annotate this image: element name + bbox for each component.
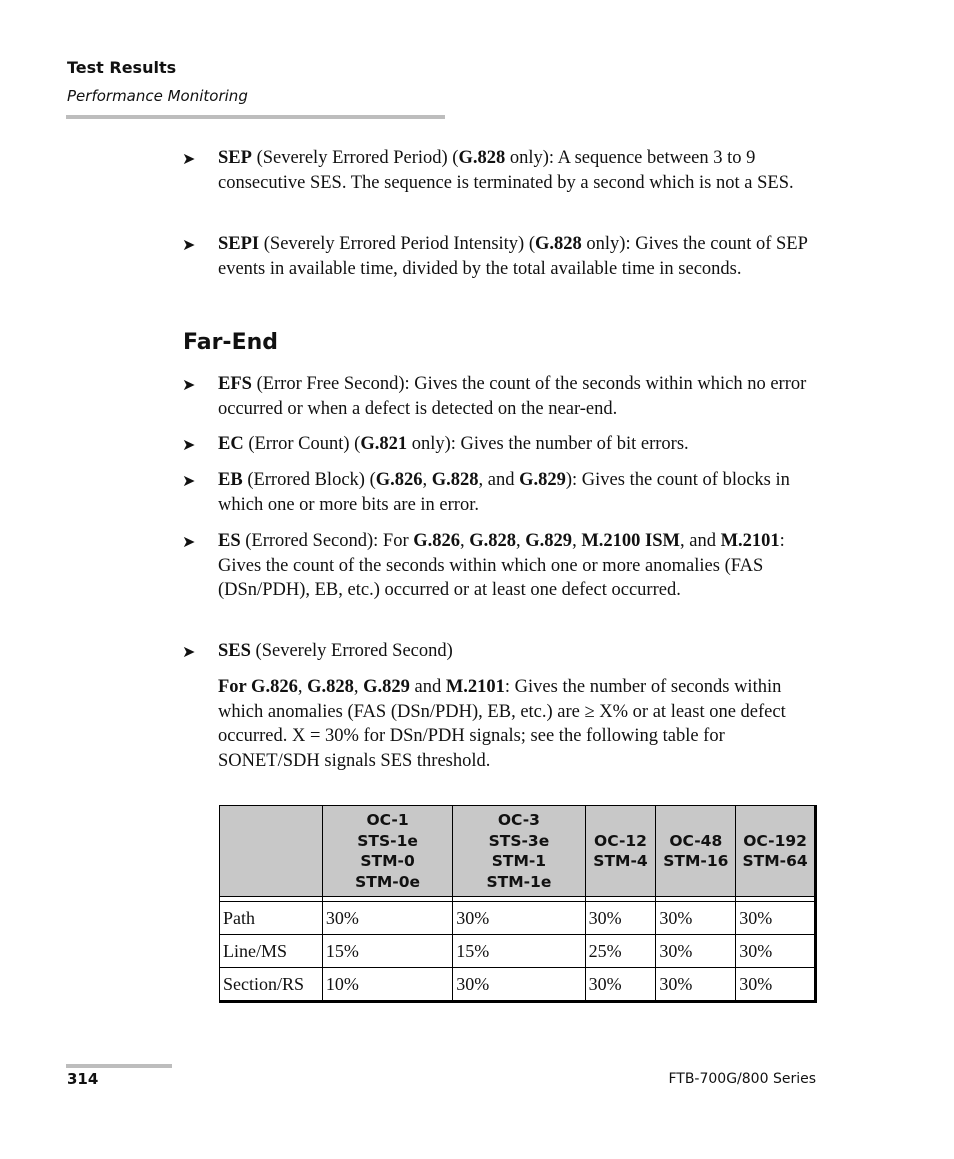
text-run: , [297,677,308,697]
header-line: STM-1 [491,852,547,870]
threshold-cell: 30% [736,902,816,935]
bold-term: G.829 [363,677,410,697]
definition-item [182,146,818,195]
header-line: OC-48 [669,831,723,850]
threshold-cell: 30% [656,968,736,1002]
series-name: FTB-700G/800 Series [668,1071,816,1087]
arrow-bullet-icon: ➤ [182,532,196,551]
text-run: (Severely Errored Period Intensity) ( [259,234,536,254]
row-label-cell: Line/MS [220,935,323,968]
text-run: , [572,531,582,551]
threshold-cell: 25% [585,935,656,968]
bold-term: M.2101 [445,677,505,697]
header-line: OC-1 [366,811,409,829]
column-header [736,806,816,897]
section-heading: Far-End [183,330,279,355]
text-run: , and [679,531,721,551]
definition-item [182,468,818,517]
definition-term: EB [218,470,243,490]
table-header-row [220,806,816,897]
threshold-cell: 30% [736,968,816,1002]
bold-term: For G.826 [218,677,298,697]
arrow-bullet-icon: ➤ [182,149,196,168]
ses-threshold-table [219,805,817,1003]
header-title: Test Results [67,58,177,77]
text-run: , [460,531,470,551]
column-header [656,806,736,897]
definition-item [182,372,818,421]
header-line: STM-4 [593,852,648,870]
arrow-bullet-icon: ➤ [182,642,196,661]
text-run: (Errored Second): For [240,531,414,551]
text-run: , [353,677,364,697]
text-run: and [409,677,446,697]
threshold-cell: 30% [585,902,656,935]
bold-term: G.826 [413,531,461,551]
definition-term: ES [218,531,241,551]
ses-paragraph [218,675,818,774]
threshold-cell: 30% [736,935,816,968]
definition-term: EFS [218,374,252,394]
arrow-bullet-icon: ➤ [182,471,196,490]
arrow-bullet-icon: ➤ [182,235,196,254]
footer-rule [66,1064,172,1068]
text-run: only): A sequence between 3 to 9 consecutive SES. The sequence is terminated by a second which is not a SES. [218,148,794,193]
text-run: (Severely Errored Period) ( [251,148,459,168]
header-line: OC-192 [743,831,807,850]
row-label-cell: Path [220,902,323,935]
bold-term: G.821 [360,434,408,454]
definition-item [182,232,818,281]
table-body [220,897,816,1002]
header-line: STS-1e [357,831,418,850]
header-line: STS-3e [488,831,550,850]
threshold-cell: 15% [322,935,452,968]
header-line: STM-1e [486,872,552,891]
bold-term: G.828 [535,234,582,254]
threshold-cell: 30% [656,935,736,968]
column-header [585,806,656,897]
definition-term: SES [218,641,251,661]
threshold-cell: 30% [585,968,656,1002]
column-header [322,806,452,897]
text-run: (Errored Block) ( [242,470,376,490]
threshold-cell: 10% [322,968,452,1002]
table-row [220,968,816,1002]
text-run: (Error Count) ( [243,434,361,454]
table-row [220,902,816,935]
threshold-cell: 30% [453,902,585,935]
text-run: only): Gives the number of bit errors. [407,434,689,454]
text-run: (Error Free Second): Gives the count of the seconds within which no error occurred or when a defect is detected on the near-end. [218,374,807,419]
bold-term: G.826 [375,470,423,490]
bold-term: G.829 [519,470,566,490]
threshold-cell: 30% [453,968,585,1002]
bold-term: G.829 [525,531,573,551]
header-line: STM-0 [360,852,415,870]
definition-term: EC [218,434,244,454]
text-run: : Gives the count of the seconds within which one or more anomalies (FAS (DSn/PDH), EB, etc.) occurred or at least one defect occurred. [218,531,785,601]
text-run: : Gives the number of seconds within which anomalies (FAS (DSn/PDH), EB, etc.) are ≥ X% or at least one defect occurred. X = 30% for DSn/PDH signals; see the following table for SONET/SDH signals SES threshold. [218,677,786,772]
arrow-bullet-icon: ➤ [182,435,196,454]
definition-item [182,432,818,457]
definition-item [182,529,818,603]
table-row [220,935,816,968]
bold-term: M.2101 [720,531,780,551]
header-subtitle: Performance Monitoring [67,87,248,105]
header-rule [66,115,445,119]
header-line: OC-12 [594,831,647,850]
header-line: STM-0e [355,872,420,891]
row-label-cell: Section/RS [220,968,323,1002]
arrow-bullet-icon: ➤ [182,375,196,394]
text-run: , [422,470,432,490]
threshold-cell: 15% [453,935,585,968]
text-run: (Severely Errored Second) [250,641,453,661]
text-run: ): Gives the count of blocks in which one or more bits are in error. [218,470,790,515]
column-header [453,806,585,897]
bold-term: G.828 [307,677,354,697]
bold-term: G.828 [431,470,479,490]
header-line: STM-64 [742,852,808,870]
page-number: 314 [67,1070,99,1088]
definition-term: SEPI [218,234,260,254]
column-header [220,806,323,897]
definition-item [182,639,818,664]
text-run: , and [478,470,520,490]
header-line: OC-3 [497,811,540,829]
bold-term: G.828 [469,531,517,551]
bold-term: G.828 [458,148,506,168]
threshold-cell: 30% [322,902,452,935]
definition-term: SEP [218,148,252,168]
threshold-cell: 30% [656,902,736,935]
text-run: only): Gives the count of SEP events in available time, divided by the total available time in seconds. [218,234,808,279]
bold-term: M.2100 ISM [581,531,680,551]
text-run: , [516,531,526,551]
header-line: STM-16 [663,852,729,870]
